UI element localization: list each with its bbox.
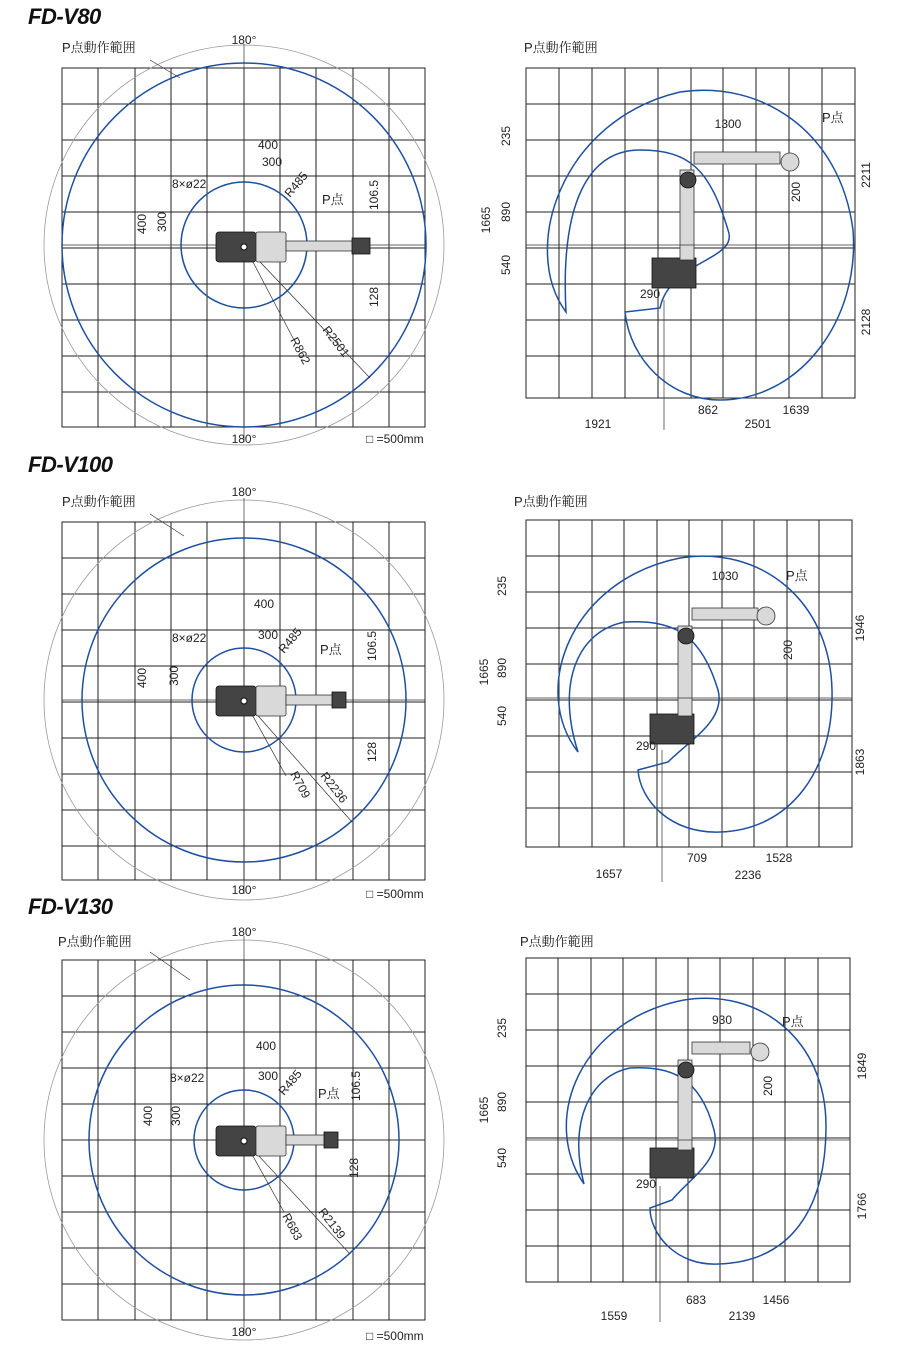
dim-1665-label: 1665 <box>477 1096 491 1124</box>
dim-128-label: 128 <box>365 741 379 763</box>
p-range-label: P点動作範囲 <box>62 494 136 509</box>
dim-128-label: 128 <box>367 286 381 308</box>
dim-total-label: 2139 <box>728 1309 756 1323</box>
p-point-label: P点 <box>318 1086 340 1101</box>
angle-top-label: 180° <box>231 925 257 939</box>
dim-106-label: 106.5 <box>367 179 381 211</box>
p-range-label: P点動作範囲 <box>520 934 594 949</box>
p-range-envelope <box>558 556 832 832</box>
dim-890-label: 890 <box>495 657 509 679</box>
p-point-label: P点 <box>786 568 808 583</box>
top-view <box>44 33 444 446</box>
dim-890-label: 890 <box>495 1091 509 1113</box>
dim-400-label: 400 <box>256 1039 277 1053</box>
holes-label: 8×ø22 <box>172 177 207 191</box>
robot-top-view <box>216 686 346 716</box>
model-title-fd-v80: FD-V80 <box>28 4 101 29</box>
dim-300-label: 300 <box>258 1069 279 1083</box>
dim-1665-label: 1665 <box>477 658 491 686</box>
p-range-envelope <box>566 998 826 1264</box>
holes-label: 8×ø22 <box>170 1071 205 1085</box>
dim-300-label: 300 <box>262 155 283 169</box>
dim-reach-label: 930 <box>711 1013 733 1027</box>
r-outer-label: R2139 <box>315 1205 349 1242</box>
dim-200-label: 200 <box>761 1075 775 1097</box>
dim-290-label: 290 <box>635 1177 657 1191</box>
dim-106-label: 106.5 <box>349 1070 363 1102</box>
dim-235-label: 235 <box>499 125 513 147</box>
dim-400v-label: 400 <box>141 1105 155 1127</box>
side-view <box>477 494 867 882</box>
dim-back-label: 1921 <box>584 417 612 431</box>
dim-235-label: 235 <box>495 575 509 597</box>
top-view <box>44 485 444 901</box>
dim-back-label: 1559 <box>600 1309 628 1323</box>
r-inner-label: R709 <box>287 768 314 801</box>
r-outer-label: R2236 <box>317 769 351 806</box>
r-inner-label: R683 <box>279 1210 306 1243</box>
angle-top-label: 180° <box>231 485 257 499</box>
angle-bottom-label: 180° <box>231 883 257 897</box>
angle-bottom-label: 180° <box>231 1325 257 1339</box>
p-range-label: P点動作範囲 <box>524 40 598 55</box>
dim-235-label: 235 <box>495 1017 509 1039</box>
dim-300v-label: 300 <box>167 665 181 687</box>
dim-reach-label: 1030 <box>711 569 739 583</box>
robot-top-view <box>216 232 370 262</box>
p-range-label: P点動作範囲 <box>514 494 588 509</box>
dim-inner-label: 862 <box>697 403 719 417</box>
scale-label: □ =500mm <box>366 1329 424 1343</box>
dim-up-label: 1946 <box>853 614 867 642</box>
dim-total-label: 2236 <box>734 868 762 882</box>
side-view <box>477 934 869 1323</box>
dim-400-label: 400 <box>254 597 275 611</box>
model-title-fd-v100: FD-V100 <box>28 452 113 477</box>
dim-1665-label: 1665 <box>479 206 493 234</box>
dim-890-label: 890 <box>499 201 513 223</box>
dim-540-label: 540 <box>495 705 509 727</box>
dim-reach-label: 1300 <box>714 117 742 131</box>
angle-bottom-label: 180° <box>231 432 257 446</box>
dim-inner-label: 683 <box>685 1293 707 1307</box>
angle-top-label: 180° <box>231 33 257 47</box>
dim-540-label: 540 <box>499 254 513 276</box>
p-point-label: P点 <box>322 192 344 207</box>
dim-400-label: 400 <box>258 138 279 152</box>
p-range-label: P点動作範囲 <box>62 40 136 55</box>
p-point-label: P点 <box>822 110 844 125</box>
dim-total-label: 2501 <box>744 417 772 431</box>
fd-v100-diagrams <box>0 450 900 900</box>
dim-300v-label: 300 <box>169 1105 183 1127</box>
p-point-label: P点 <box>320 642 342 657</box>
dim-back-label: 1657 <box>595 867 623 881</box>
dim-400v-label: 400 <box>135 667 149 689</box>
model-title-fd-v130: FD-V130 <box>28 894 113 919</box>
fd-v80-diagrams <box>0 0 900 450</box>
dim-up-label: 2211 <box>859 162 873 188</box>
top-view <box>44 925 444 1343</box>
r-small-label: R485 <box>281 168 311 200</box>
r-small-label: R485 <box>275 1066 305 1098</box>
dim-down-label: 1863 <box>853 748 867 776</box>
dim-300-label: 300 <box>258 628 279 642</box>
p-range-label: P点動作範囲 <box>58 934 132 949</box>
dim-down-label: 2128 <box>859 308 873 336</box>
dim-front-label: 1639 <box>782 403 810 417</box>
dim-200-label: 200 <box>781 639 795 661</box>
scale-label: □ =500mm <box>366 887 424 901</box>
dim-200-label: 200 <box>789 181 803 203</box>
dim-300v-label: 300 <box>155 211 169 233</box>
robot-top-view <box>216 1126 338 1156</box>
dim-front-label: 1456 <box>762 1293 790 1307</box>
dim-front-label: 1528 <box>765 851 793 865</box>
holes-label: 8×ø22 <box>172 631 207 645</box>
dim-400v-label: 400 <box>135 213 149 235</box>
dim-106-label: 106.5 <box>365 630 379 662</box>
dim-128-label: 128 <box>347 1157 361 1179</box>
dim-inner-label: 709 <box>686 851 708 865</box>
r-outer-label: R2501 <box>319 323 353 360</box>
dim-540-label: 540 <box>495 1147 509 1169</box>
fd-v130-diagrams <box>0 890 900 1360</box>
dim-up-label: 1849 <box>855 1052 869 1080</box>
r-inner-label: R862 <box>287 334 314 367</box>
dim-down-label: 1766 <box>855 1192 869 1220</box>
p-point-label: P点 <box>782 1014 804 1029</box>
scale-label: □ =500mm <box>366 432 424 446</box>
dim-290-label: 290 <box>639 287 661 301</box>
dim-290-label: 290 <box>635 739 657 753</box>
r-small-label: R485 <box>275 624 305 656</box>
side-view <box>479 40 873 431</box>
